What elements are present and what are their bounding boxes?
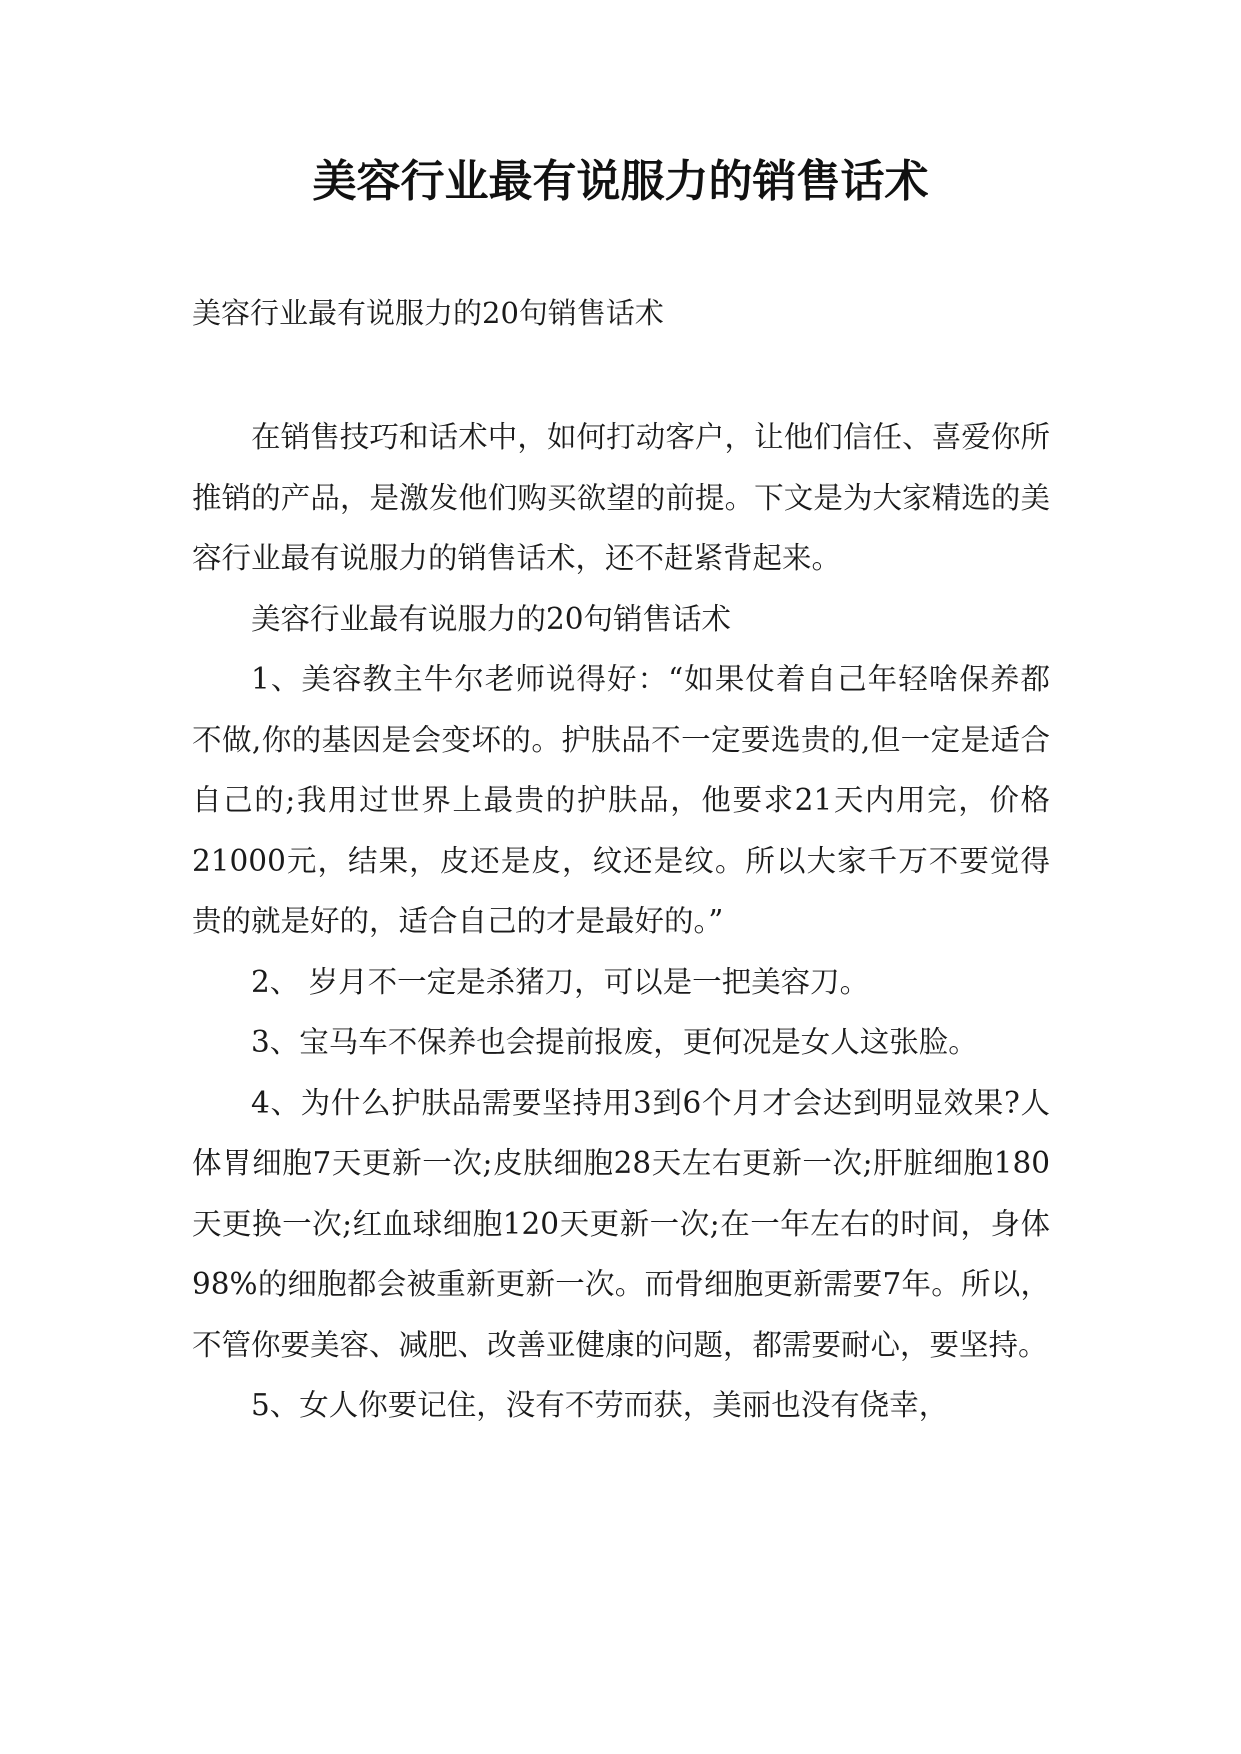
paragraph-item-5: 5、女人你要记住，没有不劳而获，美丽也没有侥幸， <box>251 1388 949 1422</box>
paragraph-item-3: 3、宝马车不保养也会提前报废，更何况是女人这张脸。 <box>251 1025 978 1059</box>
paragraph-intro: 在销售技巧和话术中，如何打动客户，让他们信任、喜爱你所推销的产品，是激发他们购买欲望的前提。下文是为大家精选的美容行业最有说服力的销售话术，还不赶紧背起来。 <box>192 420 1050 575</box>
document-title: 美容行业最有说服力的销售话术 <box>312 156 929 207</box>
document-subtitle: 美容行业最有说服力的20句销售话术 <box>192 296 664 330</box>
paragraph-item-2: 2、 岁月不一定是杀猪刀，可以是一把美容刀。 <box>251 964 870 999</box>
paragraph-heading: 美容行业最有说服力的20句销售话术 <box>251 601 732 636</box>
document-body <box>192 407 1050 1436</box>
paragraph-item-4: 4、为什么护肤品需要坚持用3到6个月才会达到明显效果?人体胃细胞7天更新一次;皮肤细胞28天左右更新一次;肝脏细胞180天更换一次;红血球细胞120天更新一次;在一年左右的时间，身体98%的细胞都会被重新更新一次。而骨细胞更新需要7年。所以，不管你要美容、减肥、改善亚健康的问题，都需要耐心，要坚持。 <box>192 1085 1050 1362</box>
paragraph-item-1: 1、美容教主牛尔老师说得好：“如果仗着自己年轻啥保养都不做,你的基因是会变坏的。护肤品不一定要选贵的,但一定是适合自己的;我用过世界上最贵的护肤品，他要求21天内用完，价格21000元，结果，皮还是皮，纹还是纹。所以大家千万不要觉得贵的就是好的，适合自己的才是最好的。” <box>192 662 1050 938</box>
